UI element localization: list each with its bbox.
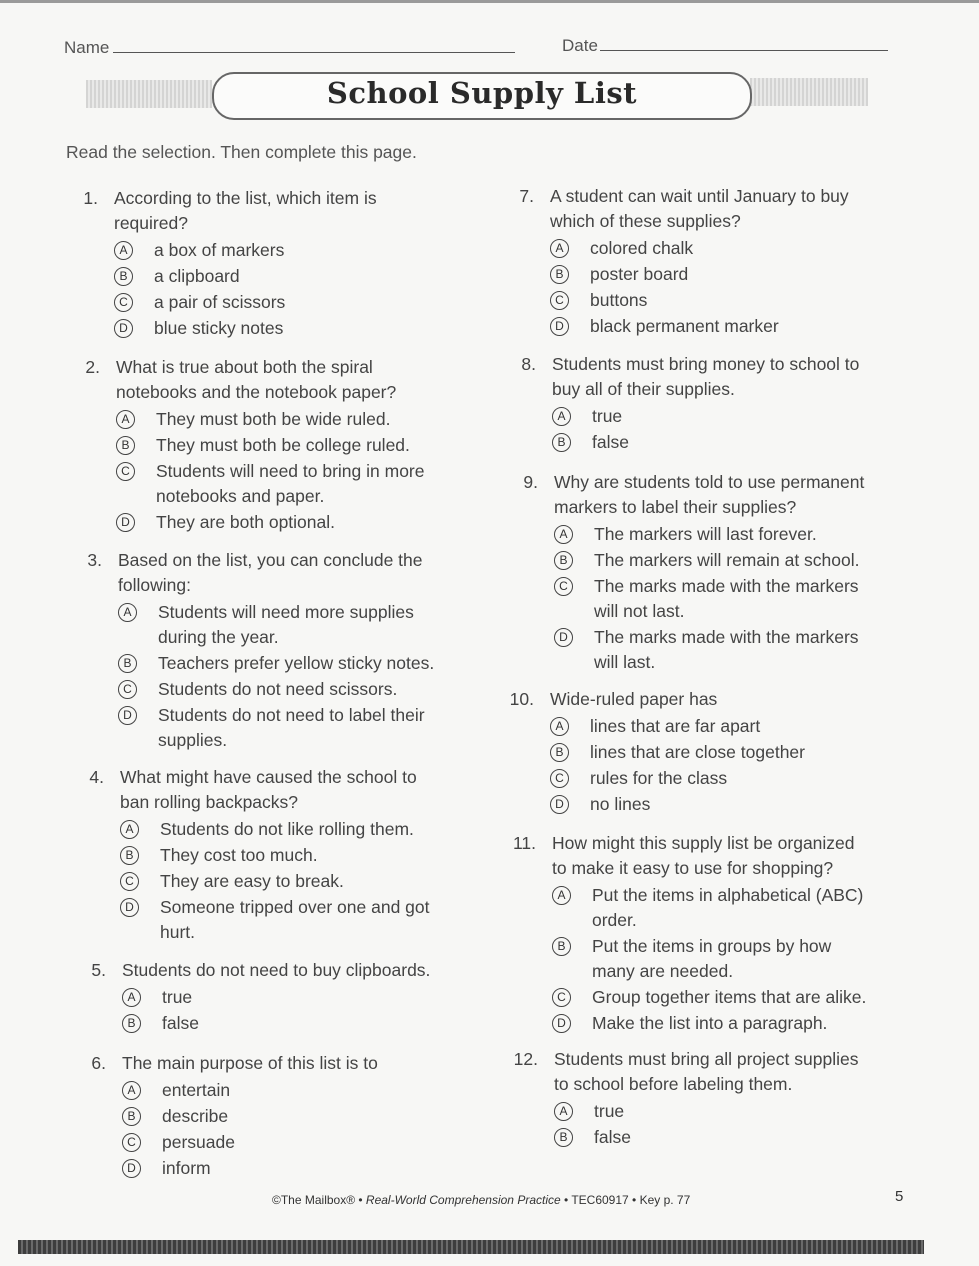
answer-bubble[interactable]: B — [114, 267, 133, 286]
answer-bubble[interactable]: B — [122, 1107, 141, 1126]
instructions: Read the selection. Then complete this page. — [66, 142, 417, 162]
answer-option-text: supplies. — [158, 730, 228, 750]
question-stem-line: markers to label their supplies? — [554, 497, 797, 517]
question-stem-line: According to the list, which item is — [114, 188, 377, 208]
answer-option-text: true — [592, 406, 623, 426]
answer-bubble[interactable]: B — [116, 436, 135, 455]
answer-bubble[interactable]: D — [114, 319, 133, 338]
answer-bubble[interactable]: D — [554, 628, 573, 647]
question-stem-line: The main purpose of this list is to — [122, 1053, 378, 1073]
answer-bubble[interactable]: C — [118, 680, 137, 699]
footer-prefix: ©The Mailbox® • — [272, 1193, 366, 1207]
answer-option-text: colored chalk — [590, 238, 694, 258]
question-number: 11. — [512, 833, 536, 853]
answer-bubble[interactable]: A — [552, 407, 571, 426]
question-stem-line: Why are students told to use permanent — [554, 472, 865, 492]
answer-option-text: Students will need more supplies — [158, 602, 414, 622]
name-field[interactable] — [64, 38, 515, 58]
answer-option-text: Group together items that are alike. — [592, 987, 867, 1007]
answer-bubble[interactable]: C — [114, 293, 133, 312]
answer-option-text: They are both optional. — [156, 512, 336, 532]
answer-bubble[interactable]: B — [552, 937, 571, 956]
answer-bubble[interactable]: A — [550, 239, 569, 258]
answer-option-text: lines that are close together — [590, 742, 805, 762]
answer-option-text: Make the list into a paragraph. — [592, 1013, 828, 1033]
answer-option-text: They must both be college ruled. — [156, 435, 410, 455]
answer-option-text: Students do not like rolling them. — [160, 819, 414, 839]
answer-bubble[interactable]: D — [552, 1014, 571, 1033]
answer-bubble[interactable]: B — [554, 551, 573, 570]
answer-bubble[interactable]: A — [120, 820, 139, 839]
answer-option-text: false — [592, 432, 629, 452]
answer-bubble[interactable]: B — [554, 1128, 573, 1147]
date-field[interactable] — [562, 36, 888, 56]
question-stem-line: to make it easy to use for shopping? — [552, 858, 834, 878]
page-number: 5 — [895, 1188, 904, 1205]
question-number: 1. — [83, 188, 98, 208]
answer-bubble[interactable]: A — [122, 1081, 141, 1100]
answer-option-text: no lines — [590, 794, 651, 814]
question-number: 2. — [85, 357, 100, 377]
question-stem-line: Students do not need to buy clipboards. — [122, 960, 431, 980]
footer-suffix: • TEC60917 • Key p. 77 — [560, 1193, 691, 1207]
question-number: 8. — [521, 354, 536, 374]
answer-option-text: a pair of scissors — [154, 292, 286, 312]
answer-bubble[interactable]: B — [120, 846, 139, 865]
name-label: Name — [64, 38, 110, 57]
question-number: 6. — [91, 1053, 106, 1073]
answer-option-text: The markers will last forever. — [594, 524, 817, 544]
answer-option-text: lines that are far apart — [590, 716, 761, 736]
answer-option-text: notebooks and paper. — [156, 486, 325, 506]
answer-bubble[interactable]: C — [122, 1133, 141, 1152]
answer-bubble[interactable]: C — [116, 462, 135, 481]
answer-bubble[interactable]: A — [118, 603, 137, 622]
answer-bubble[interactable]: C — [552, 988, 571, 1007]
footer-book-title: Real-World Comprehension Practice — [365, 1193, 561, 1207]
answer-option-text: buttons — [590, 290, 648, 310]
answer-option-text: hurt. — [160, 922, 196, 942]
answer-bubble[interactable]: A — [114, 241, 133, 260]
answer-bubble[interactable]: B — [550, 743, 569, 762]
question-stem-line: Based on the list, you can conclude the — [118, 550, 423, 570]
answer-option-text: poster board — [590, 264, 689, 284]
answer-option-text: Students will need to bring in more — [156, 461, 425, 481]
question-number: 3. — [87, 550, 102, 570]
answer-option-text: false — [162, 1013, 199, 1033]
answer-option-text: Students do not need scissors. — [158, 679, 398, 699]
top-edge-line — [0, 0, 979, 3]
question-stem-line: Students must bring money to school to — [552, 354, 860, 374]
answer-bubble[interactable]: A — [122, 988, 141, 1007]
answer-bubble[interactable]: B — [122, 1014, 141, 1033]
date-line[interactable] — [600, 36, 888, 51]
bottom-scan-bar — [18, 1240, 924, 1254]
answer-option-text: describe — [162, 1106, 229, 1126]
page-title: School Supply List — [326, 76, 638, 110]
answer-bubble[interactable]: C — [550, 769, 569, 788]
answer-bubble[interactable]: B — [118, 654, 137, 673]
banner-decoration-right — [750, 78, 868, 106]
answer-option-text: many are needed. — [592, 961, 734, 981]
answer-option-text: will not last. — [594, 601, 685, 621]
question-number: 7. — [519, 186, 534, 206]
answer-option-text: true — [594, 1101, 625, 1121]
answer-option-text: false — [594, 1127, 631, 1147]
question-stem-line: required? — [114, 213, 188, 233]
question-number: 12. — [513, 1049, 538, 1069]
answer-option-text: entertain — [162, 1080, 231, 1100]
answer-option-text: persuade — [162, 1132, 235, 1152]
answer-bubble[interactable]: A — [550, 717, 569, 736]
answer-bubble[interactable]: A — [554, 1102, 573, 1121]
answer-option-text: true — [162, 987, 193, 1007]
answer-bubble[interactable]: B — [550, 265, 569, 284]
question-stem-line: which of these supplies? — [550, 211, 741, 231]
question-stem-line: Wide-ruled paper has — [550, 689, 718, 709]
answer-bubble[interactable]: C — [120, 872, 139, 891]
question-stem-line: ban rolling backpacks? — [120, 792, 299, 812]
answer-bubble[interactable]: C — [554, 577, 573, 596]
question-number: 4. — [89, 767, 104, 787]
footer-credit — [272, 1193, 690, 1207]
question-number: 5. — [91, 960, 106, 980]
answer-bubble[interactable]: B — [552, 433, 571, 452]
answer-option-text: The marks made with the markers — [594, 627, 859, 647]
answer-option-text: inform — [162, 1158, 211, 1178]
banner-decoration-left — [86, 80, 212, 108]
answer-bubble[interactable]: A — [116, 410, 135, 429]
answer-option-text: Put the items in alphabetical (ABC) — [592, 885, 864, 905]
question-stem-line: Students must bring all project supplies — [554, 1049, 859, 1069]
answer-option-text: The marks made with the markers — [594, 576, 859, 596]
answer-bubble[interactable]: A — [552, 886, 571, 905]
answer-option-text: a clipboard — [154, 266, 240, 286]
answer-bubble[interactable]: D — [550, 795, 569, 814]
answer-option-text: a box of markers — [154, 240, 285, 260]
answer-bubble[interactable]: D — [116, 513, 135, 532]
answer-option-text: during the year. — [158, 627, 279, 647]
answer-option-text: Put the items in groups by how — [592, 936, 832, 956]
question-stem-line: buy all of their supplies. — [552, 379, 735, 399]
question-number: 9. — [523, 472, 538, 492]
question-stem-line: What might have caused the school to — [120, 767, 417, 787]
answer-option-text: blue sticky notes — [154, 318, 284, 338]
answer-option-text: order. — [592, 910, 637, 930]
date-label: Date — [562, 36, 598, 55]
answer-option-text: They are easy to break. — [160, 871, 344, 891]
question-stem-line: following: — [118, 575, 191, 595]
answer-bubble[interactable]: C — [550, 291, 569, 310]
answer-bubble[interactable]: D — [122, 1159, 141, 1178]
answer-bubble[interactable]: D — [550, 317, 569, 336]
answer-option-text: black permanent marker — [590, 316, 779, 336]
question-stem-line: to school before labeling them. — [554, 1074, 793, 1094]
answer-option-text: Someone tripped over one and got — [160, 897, 430, 917]
question-stem-line: A student can wait until January to buy — [550, 186, 849, 206]
answer-option-text: Students do not need to label their — [158, 705, 425, 725]
answer-option-text: rules for the class — [590, 768, 728, 788]
answer-option-text: The markers will remain at school. — [594, 550, 860, 570]
name-line[interactable] — [113, 38, 515, 53]
answer-option-text: They must both be wide ruled. — [156, 409, 391, 429]
question-stem-line: notebooks and the notebook paper? — [116, 382, 397, 402]
question-stem-line: How might this supply list be organized — [552, 833, 855, 853]
answer-option-text: will last. — [594, 652, 656, 672]
answer-option-text: They cost too much. — [160, 845, 318, 865]
answer-bubble[interactable]: A — [554, 525, 573, 544]
question-number: 10. — [509, 689, 534, 709]
question-stem-line: What is true about both the spiral — [116, 357, 373, 377]
answer-option-text: Teachers prefer yellow sticky notes. — [158, 653, 435, 673]
answer-bubble[interactable]: D — [118, 706, 137, 725]
answer-bubble[interactable]: D — [120, 898, 139, 917]
